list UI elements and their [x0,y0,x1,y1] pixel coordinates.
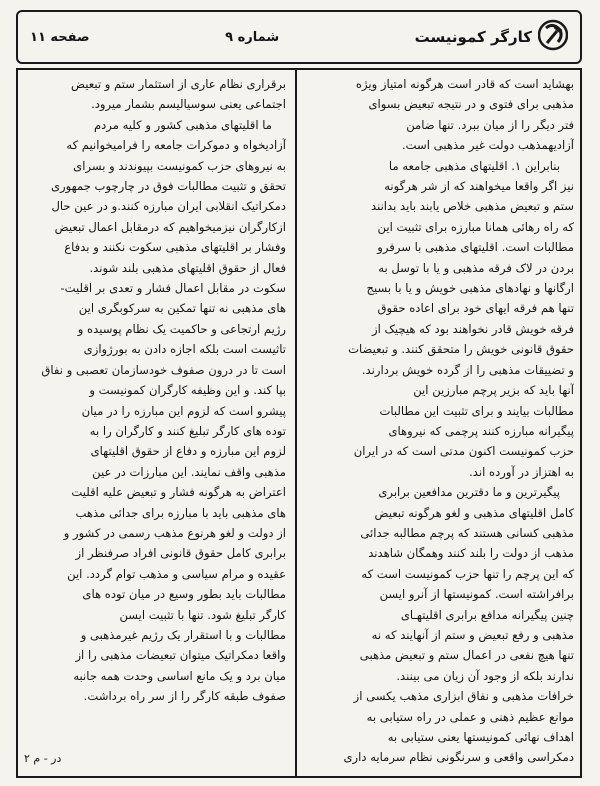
right-column [304,74,574,772]
paragraph: بهشاید است که قادر است هرگونه امتیاز ویژه مذهبی برای فتوی و در نتیجه تبعیض بسوای فتر دیگر را از میان ببرد. تنها ضامن آزادیهمذهب دولت غیر مذهبی است. [355,77,574,153]
publication-title: کارگر کمونیست [414,28,532,46]
hammer-sickle-icon [538,18,568,56]
page-number: صفحه ۱۱ [30,29,90,45]
paragraph: ما اقلیتهای مذهبی کشور و کلیه مردم آزادیخواه و دموکرات جامعه را فرامیخوانیم که به نیروهای حزب کمونیست بپیوندند و بسرای تحقق و تثبیت مطالبات فوق در چارچوب جمهوری دمکراتیک انقلابی ایران مبارزه کنند.و در عین حال ازکارگران نیزمیخواهیم که درمقابل اعمال تبعیض وفشار بر اقلیتهای مذهبی سکوت نکنند و بدفاع فعال از حقوق اقلیتهای مذهبی بلند شوند. سکوت در مقابل اعمال فشار و تعدی بر اقلیت- های مذهبی نه تنها تمکین به سرکوبگری این رژیم ارتجاعی و حاکمیت یک نظام پوسیده و تاثیست است بلکه اجازه دادن به بورژوازی است تا در درون صفوف خودسازمان تعصبی و نفاق بپا کند. و این وظیفه کارگران کمونیست و پیشرو است که لزوم این مبارزه را در میان توده های کارگر تبلیغ کنند و کارگران را به لزوم این مبارزه و دفاع از حقوق اقلیتهای مذهبی واقف نمایند. این مبارزات در عین اعتراض به هرگونه فشار و تبعیض علیه اقلیت های مذهبی باید با مبارزه برای جدائی مذهب از دولت و لغو هرنوع مذهب رسمی در کشور و برابری کامل حقوق قانونی افراد صرفنظر از عقیده و مرام سیاسی و مذهب توام گردد. این مطالبات باید بطور وسیع در میان توده های کارگر تبلیغ شود. تنها با تثبیت ایسن مطالبات و با استقرار یک رژیم غیرمذهبی و واقعا دمکراتیک میتوان تبعیضات مذهبی را از میان برد و یک مانع اساسی وحدت همه جانبه صفوف طبقه کارگر را از سر راه برداشت. [41,117,286,704]
author-mark: ۲ در - م [24,752,62,765]
brand [415,18,568,56]
masthead [16,10,582,64]
paragraph: برقراری نظام عاری از استثمار ستم و تبعیض اجتماعی یعنی سوسیالیسم بشمار میرود. [71,77,286,112]
left-column [24,74,286,772]
paragraph: پیگیرترین و ما دقترین مدافعین برابری کامل اقلیتهای مذهبی و لغو هرگونه تبعیض مذهبی کسانی هستند که پرچم مطالبه جدائی مذهب از دولت را بلند کنند وهمگان شاهدند که این پرچم را تنها حزب کمونیست است که برافراشته است. کمونیستها از آنرو ایسن چنین پیگیرانه مدافع برابری اقلیتهـای مذهبی و رفع تبعیض و ستم از آنهایند که نه تنها هیچ نفعی در اعمال ستم و تبعیض مذهبی ندارند بلکه از وجود آن زیان می بینند. خرافات مذهبی و نفاق ابزاری مذهب یکسی از موانع عظیم ذهنی و عملی در راه ستیابی به اهداف نهائی کمونیستها یعنی ستیابی به دمکراسی واقعی و سرنگونی نظام سرمایه داری [343,485,574,765]
issue-number: شماره ۹ [225,29,280,45]
column-divider [295,68,297,778]
paragraph: بنابراین ۱. اقلیتهای مذهبی جامعه ما نیز اگر واقعا میخواهند که از شر هرگونه ستم و تبعیض مذهبی خلاص یابند باید بدانند که راه رهائی همانا مبارزه برای تثبیت این مطالبات است. اقلیتهای مذهبی با سرفرو بردن در لاک فرقه مذهبی و یا با توسل به ارگانها و نهادهای مذهبی خویش و یا با بسیج تنها هم فرقه ایهای خود برای اعاده حقوق فرقه خویش قادر نخواهند بود که هیچیک از حقوق قانونی خویش را متحقق کنند. و تبعیضات و تضییقات مذهبی را از گرده خویش بردارند. آنها باید که بزیر پرچم مبارزین این مطالبات بیایند و برای تثبیت این مطالبات پیگیرانه مبارزه کنند پرچمی که نیروهای حزب کمونیست اکنون مدتی است که در ایران به اهتزاز در آورده اند. [348,158,574,479]
